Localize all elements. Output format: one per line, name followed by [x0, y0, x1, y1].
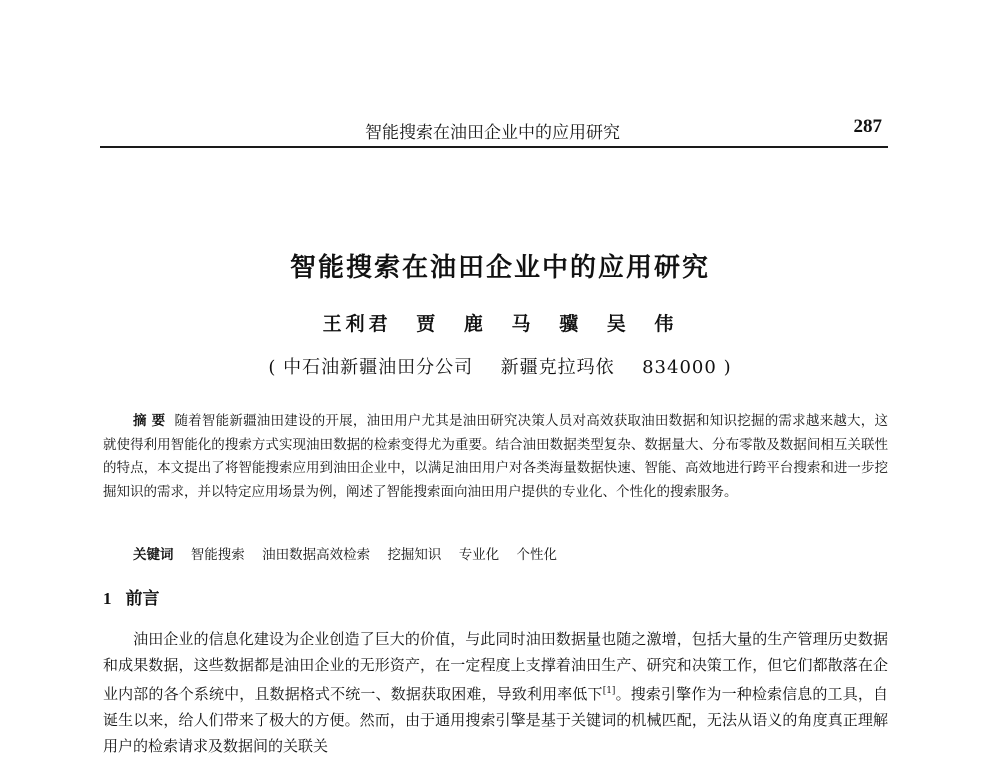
keyword: 智能搜索 — [190, 547, 245, 563]
abstract — [103, 410, 888, 504]
affiliation — [0, 353, 1000, 379]
section-number: 1 — [103, 589, 112, 608]
running-header-title: 智能搜索在油田企业中的应用研究 — [365, 123, 620, 143]
affiliation-close-paren: ) — [723, 357, 732, 378]
section-title: 前言 — [125, 589, 160, 609]
body-text-part-2: 。搜索引擎作为一种检索信息的工具，自诞生以来，给人们带来了极大的方便。然而，由于通用搜索引擎是基于关键词的机械匹配，无法从语义的角度真正理解用户的检索请求及数据间的关联关 — [103, 685, 888, 755]
author-list: 王利君 贾 鹿 马 骥 吴 伟 — [322, 313, 678, 335]
body-paragraph — [103, 626, 888, 759]
abstract-text: 随着智能新疆油田建设的开展，油田用户尤其是油田研究决策人员对高效获取油田数据和知识挖掘的需求越来越大，这就使得利用智能化的搜索方式实现油田数据的检索变得尤为重要。结合油田数据类型复杂、数据量大、分布零散及数据间相互关联性的特点，本文提出了将智能搜索应用到油田企业中，以满足油田用户对各类海量数据快速、智能、高效地进行跨平台搜索和进一步挖掘知识的需求，并以特定应用场景为例，阐述了智能搜索面向油田用户提供的专业化、个性化的搜索服务。 — [103, 413, 889, 500]
keywords — [133, 543, 557, 563]
affiliation-org: 中石油新疆油田分公司 — [283, 357, 474, 378]
article-title: 智能搜索在油田企业中的应用研究 — [289, 253, 710, 283]
affiliation-open-paren: ( — [268, 357, 277, 378]
keyword: 专业化 — [458, 547, 500, 563]
keyword: 油田数据高效检索 — [262, 547, 371, 563]
keyword: 个性化 — [516, 547, 557, 563]
keywords-label: 关键词 — [133, 547, 174, 563]
page-number: 287 — [853, 116, 882, 137]
affiliation-place: 新疆克拉玛依 — [500, 357, 615, 378]
citation-ref: [1] — [602, 686, 616, 696]
keyword: 挖掘知识 — [387, 547, 442, 563]
abstract-label: 摘 要 — [133, 413, 166, 429]
affiliation-postcode: 834000 — [642, 357, 717, 378]
body-text-part-1: 油田企业的信息化建设为企业创造了巨大的价值，与此同时油田数据量也随之激增，包括大量的生产管理历史数据和成果数据，这些数据都是油田企业的无形资产，在一定程度上支撑着油田生产、研究和决策工作，但它们都散落在企业内部的各个系统中，且数据格式不统一、数据获取困难，导致利用率低下 — [103, 630, 888, 703]
running-header — [100, 112, 888, 148]
section-heading — [103, 584, 160, 609]
